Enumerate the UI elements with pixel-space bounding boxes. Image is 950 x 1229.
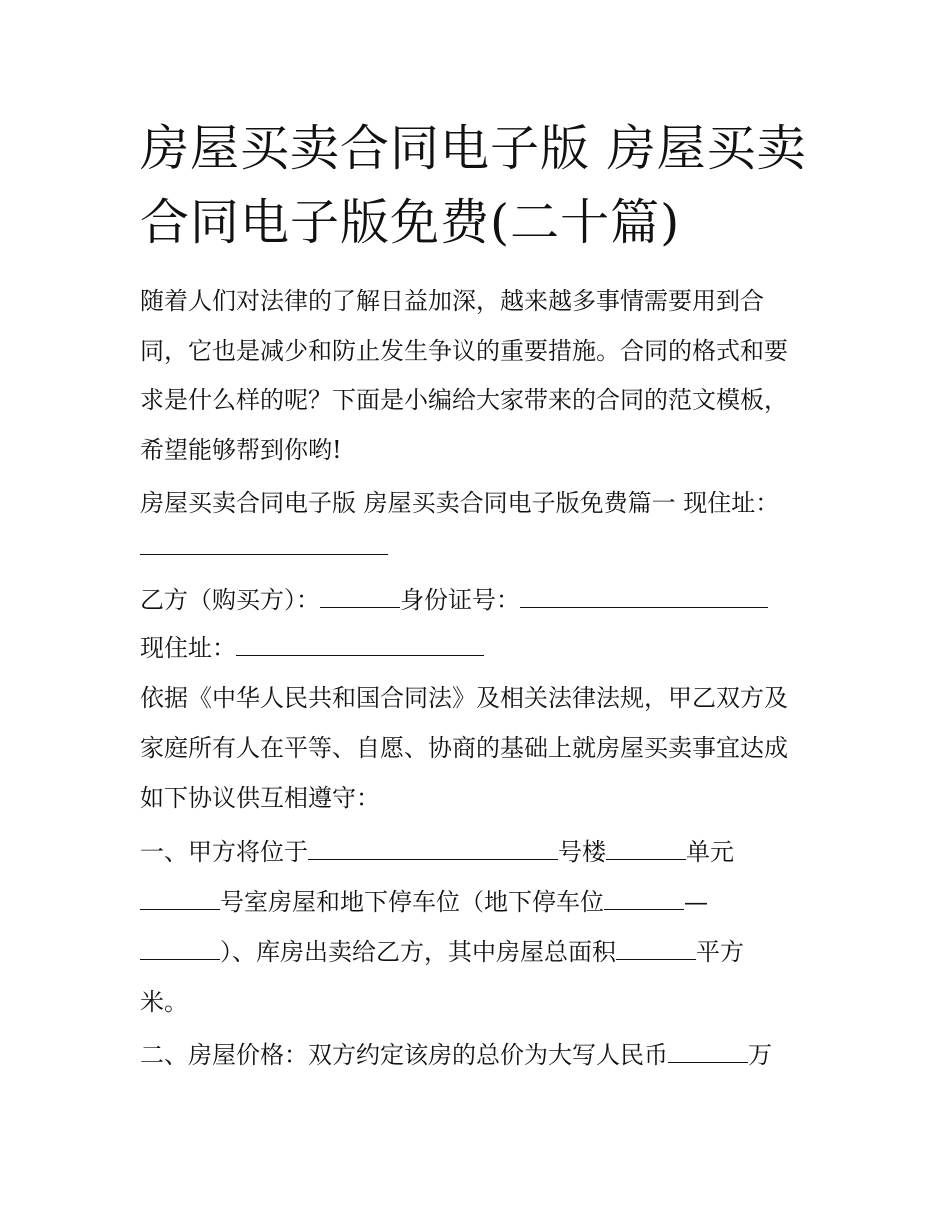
clause-1-storage: ）、库房出卖给乙方，其中房屋总面积 (220, 938, 616, 966)
clause-1-unit: 单元 (686, 838, 734, 866)
address-blank-1 (140, 528, 388, 555)
basis-line-2: 家庭所有人在平等、自愿、协商的基础上就房屋买卖事宜达成 (140, 734, 788, 762)
parking-from-blank (604, 883, 684, 910)
clause-1-dash: — (684, 888, 708, 916)
parking-to-blank (140, 933, 220, 960)
building-blank (606, 833, 686, 860)
intro-line-1: 随着人们对法律的了解日益加深，越来越多事情需要用到合 (140, 287, 764, 315)
address-blank-line (140, 527, 388, 567)
clause-1-building: 号楼 (558, 838, 606, 866)
section-heading: 房屋买卖合同电子版 房屋买卖合同电子版免费篇一 现住址： (140, 489, 780, 517)
clause-1-room: 号室房屋和地下停车位（地下停车位 (220, 888, 604, 916)
clause-1-sqm: 平方 (696, 938, 744, 966)
clause-1-line-4: 米。 (140, 988, 188, 1016)
id-label: 身份证号： (400, 586, 520, 614)
party-b-name-blank (320, 581, 400, 608)
party-b-label: 乙方（购买方）： (140, 586, 320, 614)
clause-1-line-3 (140, 932, 744, 972)
price-blank (668, 1036, 748, 1063)
location-blank (308, 833, 558, 860)
title-line-2: 合同电子版免费(二十篇) (140, 194, 681, 251)
clause-2-unit: 万 (748, 1041, 772, 1069)
address-label: 现住址： (140, 634, 236, 662)
clause-2-prefix: 二、房屋价格：双方约定该房的总价为大写人民币 (140, 1041, 668, 1069)
document-title (140, 112, 820, 260)
area-blank (616, 933, 696, 960)
clause-1-line-1 (140, 832, 734, 872)
basis-line-3: 如下协议供互相遵守： (140, 784, 380, 812)
address-line (140, 628, 484, 668)
clause-1-line-2 (140, 882, 708, 922)
basis-line-1: 依据《中华人民共和国合同法》及相关法律法规，甲乙双方及 (140, 684, 788, 712)
address-blank-2 (236, 629, 484, 656)
title-line-1: 房屋买卖合同电子版 房屋买卖 (140, 120, 807, 177)
intro-line-3: 求是什么样的呢？下面是小编给大家带来的合同的范文模板， (140, 386, 788, 414)
room-blank (140, 883, 220, 910)
party-b-line (140, 580, 768, 620)
intro-line-2: 同，它也是减少和防止发生争议的重要措施。合同的格式和要 (140, 337, 788, 365)
clause-1-prefix: 一、甲方将位于 (140, 838, 308, 866)
intro-line-4: 希望能够帮到你哟! (140, 436, 342, 464)
id-number-blank (520, 581, 768, 608)
clause-2-line-1 (140, 1035, 772, 1075)
